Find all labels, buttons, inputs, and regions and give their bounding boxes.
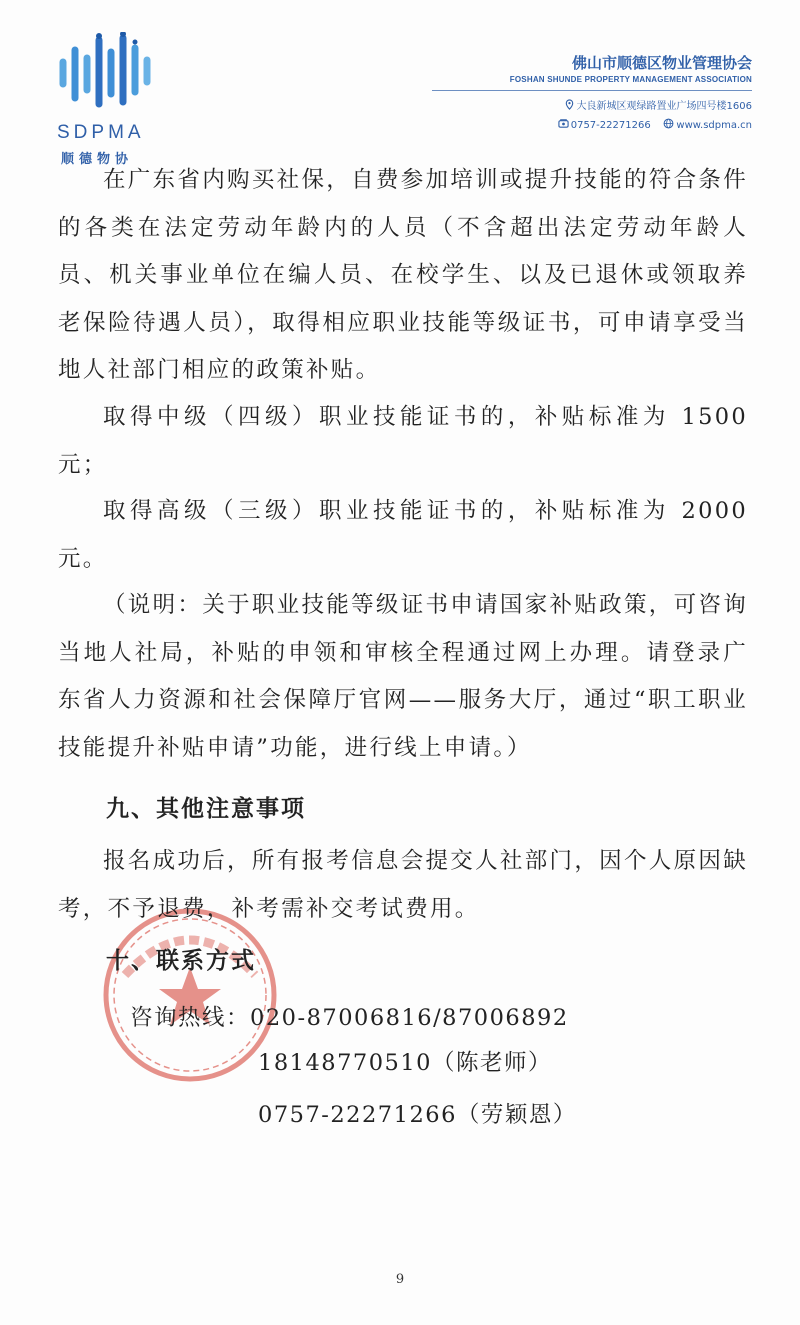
association-name-en: FOSHAN SHUNDE PROPERTY MANAGEMENT ASSOCIATION bbox=[509, 75, 752, 84]
phone-text: 0757-22271266 bbox=[570, 120, 651, 131]
association-info bbox=[432, 52, 752, 131]
association-name: 佛山市顺德区物业管理协会 bbox=[571, 54, 752, 72]
section9-paragraph: 报名成功后，所有报考信息会提交人社部门，因个人原因缺考，不予退费，补考需补交考试费用。 bbox=[58, 848, 748, 922]
address-text: 大良新城区观绿路置业广场四号楼1606 bbox=[576, 101, 752, 112]
subsidy-note-paragraph: （说明：关于职业技能等级证书申请国家补贴政策，可咨询当地人社局，补贴的申领和审核全程通过网上办理。请登录广东省人力资源和社会保障厅官网——服务大厅，通过“职工职业技能提升补贴申请”功能，进行线上申请。） bbox=[58, 592, 748, 761]
contact-hotline bbox=[130, 1000, 569, 1032]
contact-number-2: 18148770510（陈老师） bbox=[258, 1050, 552, 1076]
logo-chinese-name: 顺德物协 bbox=[61, 152, 134, 167]
location-icon bbox=[564, 99, 575, 110]
contact-number-3: 0757-22271266（劳颖恩） bbox=[258, 1102, 577, 1128]
globe-icon bbox=[663, 118, 674, 129]
phone-group bbox=[558, 118, 651, 131]
association-address bbox=[432, 97, 752, 112]
phone-icon bbox=[558, 118, 569, 129]
subsidy-advanced-paragraph: 取得高级（三级）职业技能证书的，补贴标准为 2000 元。 bbox=[58, 498, 748, 572]
eligibility-paragraph: 在广东省内购买社保，自费参加培训或提升技能的符合条件的各类在法定劳动年龄内的人员（不含超出法定劳动年龄人员、机关事业单位在编人员、在校学生、以及已退休或领取养老保险待遇人员），取得相应职业技能等级证书，可申请享受当地人社部门相应的政策补贴。 bbox=[58, 167, 748, 383]
website-text: www.sdpma.cn bbox=[676, 120, 752, 131]
header-divider bbox=[432, 90, 752, 91]
contact-label: 咨询热线： bbox=[130, 1005, 251, 1031]
logo-bars-icon bbox=[55, 32, 155, 112]
section10-heading: 十、联系方式 bbox=[106, 948, 256, 974]
website-group bbox=[663, 118, 752, 131]
page-number: 9 bbox=[395, 1272, 405, 1287]
sdpma-logo bbox=[55, 32, 165, 167]
logo-abbreviation: SDPMA bbox=[57, 122, 145, 143]
section9-heading: 九、其他注意事项 bbox=[106, 796, 306, 822]
contact-number-1: 020-87006816/87006892 bbox=[250, 1005, 569, 1031]
subsidy-intermediate-paragraph: 取得中级（四级）职业技能证书的，补贴标准为 1500 元； bbox=[58, 404, 748, 478]
association-contact bbox=[432, 118, 752, 131]
